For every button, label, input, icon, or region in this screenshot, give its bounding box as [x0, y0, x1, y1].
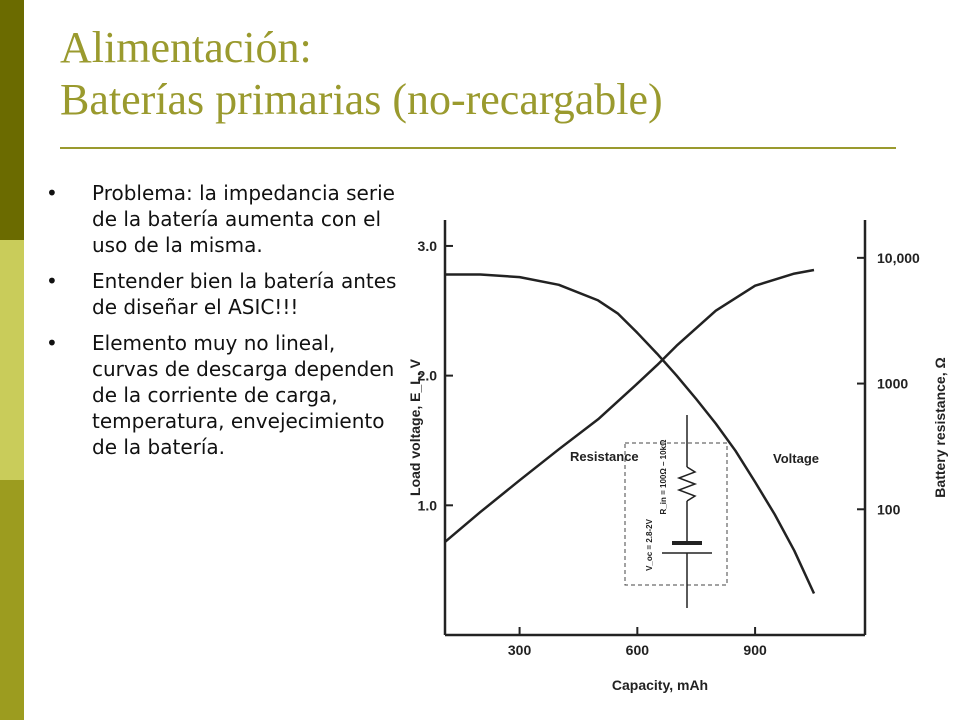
bullet-item-3 [46, 330, 406, 460]
source-label: V_oc = 2.8-2V [645, 519, 654, 571]
y2-axis-label: Battery resistance, Ω [932, 357, 948, 498]
x-axis-label: Capacity, mAh [611, 677, 709, 693]
bullet-text-2: Entender bien la batería antes de diseñar el ASIC!!! [92, 269, 397, 319]
bullet-list [46, 180, 406, 470]
series-line-voltage [445, 275, 814, 594]
slide-title-line-2: Baterías primarias (no-recargable) [60, 75, 663, 124]
y2-tick-label-1000: 1000 [877, 375, 909, 392]
bullet-dot: • [46, 269, 58, 293]
series-label-resistance: Resistance [570, 449, 639, 464]
bullet-item-2 [46, 268, 406, 320]
slide-title [60, 22, 663, 126]
series-label-voltage: Voltage [773, 451, 819, 466]
battery-circuit-inset [625, 415, 727, 608]
series-line-resistance [445, 270, 814, 542]
inset-dashed-border [625, 443, 727, 585]
accent-bar-light [0, 240, 24, 480]
bullet-dot: • [46, 331, 58, 355]
slide-title-line-1: Alimentación: [60, 23, 312, 72]
bullet-item-1 [46, 180, 406, 258]
bullet-text-1: Problema: la impedancia serie de la batería aumenta con el uso de la misma. [92, 181, 395, 257]
bullet-text-3: Elemento muy no lineal, curvas de descarga dependen de la corriente de carga, temperatura, envejecimiento de la batería. [92, 331, 395, 459]
accent-bar-dark [0, 0, 24, 240]
y-tick-label-1.0: 1.0 [417, 497, 437, 514]
y2-tick-label-10,000: 10,000 [877, 249, 920, 266]
resistor-icon [679, 467, 695, 501]
x-tick-label-300: 300 [507, 642, 532, 658]
y-axis-label: Load voltage, E_L, V [407, 359, 423, 496]
y-tick-label-3.0: 3.0 [417, 237, 437, 254]
bullet-dot: • [46, 181, 58, 205]
accent-bar-mid [0, 480, 24, 720]
discharge-chart [400, 205, 960, 700]
y2-tick-label-100: 100 [877, 501, 901, 518]
x-tick-label-900: 900 [743, 642, 767, 658]
x-tick-label-600: 600 [625, 642, 650, 658]
resistor-label: R_in = 100Ω – 10kΩ [659, 439, 668, 515]
y-tick-label-2.0: 2.0 [417, 367, 437, 384]
title-divider [60, 147, 896, 149]
